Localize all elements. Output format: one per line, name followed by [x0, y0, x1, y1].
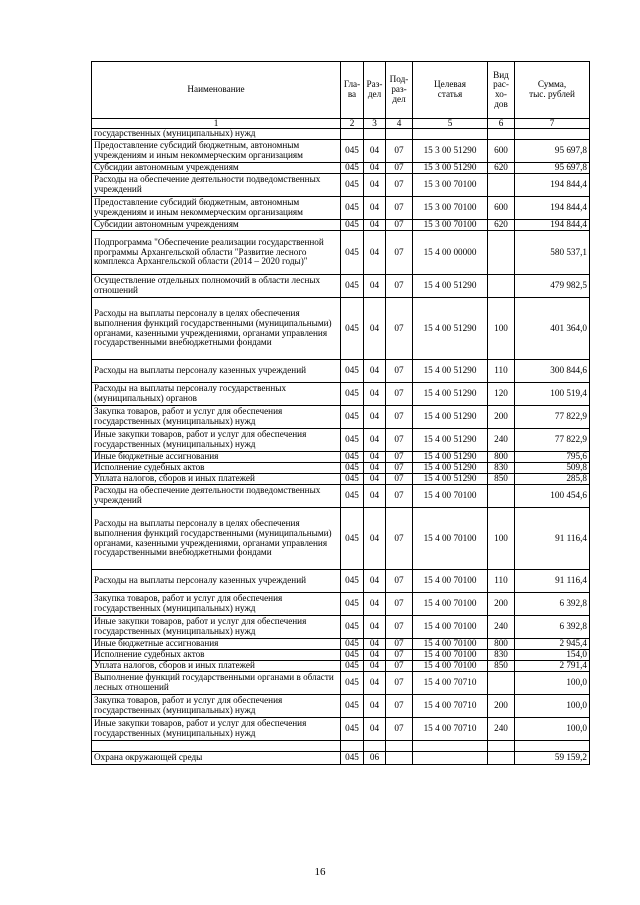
row-name: Субсидии автономным учреждениям — [92, 163, 341, 174]
row-subsection: 07 — [386, 163, 413, 174]
row-expense-type: 620 — [488, 163, 515, 174]
table-row — [92, 429, 590, 452]
row-subsection: 07 — [386, 140, 413, 163]
row-section: 04 — [364, 174, 386, 197]
row-section: 04 — [364, 298, 386, 360]
table-body — [92, 129, 590, 765]
row-expense-type: 620 — [488, 220, 515, 231]
row-expense-type — [488, 129, 515, 140]
row-target-article: 15 4 00 51290 — [413, 360, 488, 383]
row-section: 04 — [364, 275, 386, 298]
row-name: Иные бюджетные ассигнования — [92, 639, 341, 650]
row-name: Исполнение судебных актов — [92, 650, 341, 661]
row-target-article: 15 4 00 70710 — [413, 718, 488, 741]
row-name: Иные закупки товаров, работ и услуг для обеспечения государственных (муниципальных) нужд — [92, 429, 341, 452]
row-chapter: 045 — [341, 406, 364, 429]
row-target-article: 15 4 00 70100 — [413, 639, 488, 650]
row-subsection: 07 — [386, 298, 413, 360]
row-subsection: 07 — [386, 639, 413, 650]
row-expense-type: 600 — [488, 197, 515, 220]
row-name: Закупка товаров, работ и услуг для обеспечения государственных (муниципальных) нужд — [92, 695, 341, 718]
col-header-amount: Сумма, тыс. рублей — [515, 62, 590, 119]
row-subsection: 07 — [386, 672, 413, 695]
row-target-article — [413, 752, 488, 765]
row-target-article: 15 3 00 51290 — [413, 140, 488, 163]
row-chapter: 045 — [341, 360, 364, 383]
row-target-article: 15 4 00 51290 — [413, 463, 488, 474]
row-name: Подпрограмма "Обеспечение реализации государственной программы Архангельской области "Развитие лесного комплекса Архангельской области (2014 – 2020 годы)" — [92, 231, 341, 275]
row-amount: 100,0 — [515, 695, 590, 718]
row-section: 04 — [364, 383, 386, 406]
row-name: Субсидии автономным учреждениям — [92, 220, 341, 231]
table-row — [92, 174, 590, 197]
row-amount: 77 822,9 — [515, 429, 590, 452]
row-target-article: 15 4 00 70710 — [413, 695, 488, 718]
table-row — [92, 163, 590, 174]
row-chapter — [341, 741, 364, 752]
row-name: государственных (муниципальных) нужд — [92, 129, 341, 140]
row-amount: 100 454,6 — [515, 485, 590, 508]
row-amount: 285,8 — [515, 474, 590, 485]
row-chapter: 045 — [341, 197, 364, 220]
row-subsection: 07 — [386, 570, 413, 593]
row-target-article: 15 4 00 70100 — [413, 570, 488, 593]
col-header-name: Наименование — [92, 62, 341, 119]
row-target-article: 15 3 00 70100 — [413, 220, 488, 231]
table-row — [92, 360, 590, 383]
row-expense-type: 800 — [488, 639, 515, 650]
row-chapter: 045 — [341, 752, 364, 765]
row-target-article: 15 4 00 70100 — [413, 616, 488, 639]
row-section: 04 — [364, 485, 386, 508]
table-row — [92, 616, 590, 639]
row-chapter: 045 — [341, 508, 364, 570]
row-subsection: 07 — [386, 485, 413, 508]
row-expense-type: 100 — [488, 298, 515, 360]
row-expense-type — [488, 174, 515, 197]
row-chapter: 045 — [341, 220, 364, 231]
row-section: 04 — [364, 197, 386, 220]
table-row — [92, 452, 590, 463]
row-subsection: 07 — [386, 174, 413, 197]
row-amount: 100,0 — [515, 672, 590, 695]
row-chapter: 045 — [341, 672, 364, 695]
row-expense-type — [488, 275, 515, 298]
row-chapter: 045 — [341, 383, 364, 406]
table-row — [92, 508, 590, 570]
row-target-article: 15 3 00 51290 — [413, 163, 488, 174]
budget-table — [91, 61, 590, 765]
row-section: 04 — [364, 593, 386, 616]
row-amount: 95 697,8 — [515, 140, 590, 163]
table-row — [92, 650, 590, 661]
row-chapter: 045 — [341, 474, 364, 485]
row-section: 04 — [364, 140, 386, 163]
table-row — [92, 383, 590, 406]
row-subsection: 07 — [386, 463, 413, 474]
row-subsection: 07 — [386, 275, 413, 298]
column-number: 4 — [386, 119, 413, 129]
table-row — [92, 752, 590, 765]
row-subsection: 07 — [386, 661, 413, 672]
row-name — [92, 741, 341, 752]
row-section: 06 — [364, 752, 386, 765]
row-section: 04 — [364, 406, 386, 429]
row-subsection: 07 — [386, 508, 413, 570]
row-amount: 2 791,4 — [515, 661, 590, 672]
column-number-row — [92, 119, 590, 129]
row-name: Предоставление субсидий бюджетным, автономным учреждениям и иным некоммерческим организациям — [92, 197, 341, 220]
table-row — [92, 474, 590, 485]
row-expense-type: 850 — [488, 474, 515, 485]
row-section: 04 — [364, 360, 386, 383]
column-number: 7 — [515, 119, 590, 129]
row-amount — [515, 741, 590, 752]
row-expense-type: 200 — [488, 695, 515, 718]
table-row — [92, 718, 590, 741]
row-section: 04 — [364, 672, 386, 695]
row-name: Выполнение функций государственными органами в области лесных отношений — [92, 672, 341, 695]
row-chapter: 045 — [341, 639, 364, 650]
column-number: 2 — [341, 119, 364, 129]
table-row — [92, 741, 590, 752]
row-amount: 194 844,4 — [515, 174, 590, 197]
row-subsection: 07 — [386, 452, 413, 463]
row-amount: 6 392,8 — [515, 616, 590, 639]
row-section: 04 — [364, 718, 386, 741]
row-target-article: 15 4 00 70100 — [413, 485, 488, 508]
table-row — [92, 695, 590, 718]
row-amount: 580 537,1 — [515, 231, 590, 275]
table-row — [92, 463, 590, 474]
row-expense-type: 110 — [488, 570, 515, 593]
row-chapter: 045 — [341, 650, 364, 661]
row-section: 04 — [364, 463, 386, 474]
row-section: 04 — [364, 508, 386, 570]
row-section: 04 — [364, 452, 386, 463]
row-chapter: 045 — [341, 174, 364, 197]
row-amount: 100 519,4 — [515, 383, 590, 406]
row-name: Расходы на выплаты персоналу в целях обеспечения выполнения функций государственными (муниципальными) органами, казенными учреждениями, органами управления государственными внебюджетными фондами — [92, 508, 341, 570]
table-row — [92, 197, 590, 220]
row-subsection: 07 — [386, 220, 413, 231]
row-section: 04 — [364, 220, 386, 231]
row-section: 04 — [364, 474, 386, 485]
row-chapter: 045 — [341, 616, 364, 639]
row-name: Закупка товаров, работ и услуг для обеспечения государственных (муниципальных) нужд — [92, 593, 341, 616]
row-expense-type: 240 — [488, 429, 515, 452]
row-name: Исполнение судебных актов — [92, 463, 341, 474]
row-name: Иные закупки товаров, работ и услуг для обеспечения государственных (муниципальных) нужд — [92, 616, 341, 639]
row-subsection: 07 — [386, 616, 413, 639]
row-amount: 59 159,2 — [515, 752, 590, 765]
row-name: Охрана окружающей среды — [92, 752, 341, 765]
column-number: 6 — [488, 119, 515, 129]
row-target-article — [413, 741, 488, 752]
row-target-article: 15 4 00 70100 — [413, 661, 488, 672]
row-amount: 154,0 — [515, 650, 590, 661]
row-name: Уплата налогов, сборов и иных платежей — [92, 474, 341, 485]
row-target-article: 15 4 00 70100 — [413, 593, 488, 616]
col-header-expense-type: Вид рас- хо- дов — [488, 62, 515, 119]
row-chapter: 045 — [341, 593, 364, 616]
row-expense-type — [488, 231, 515, 275]
row-amount: 300 844,6 — [515, 360, 590, 383]
row-target-article: 15 4 00 51290 — [413, 298, 488, 360]
row-expense-type: 600 — [488, 140, 515, 163]
row-expense-type: 850 — [488, 661, 515, 672]
row-name: Расходы на выплаты персоналу казенных учреждений — [92, 360, 341, 383]
row-subsection: 07 — [386, 718, 413, 741]
table-row — [92, 140, 590, 163]
row-amount: 194 844,4 — [515, 197, 590, 220]
row-amount: 77 822,9 — [515, 406, 590, 429]
row-name: Расходы на выплаты персоналу казенных учреждений — [92, 570, 341, 593]
row-section: 04 — [364, 231, 386, 275]
row-name: Расходы на обеспечение деятельности подведомственных учреждений — [92, 174, 341, 197]
row-target-article — [413, 129, 488, 140]
row-target-article: 15 4 00 70100 — [413, 508, 488, 570]
row-expense-type: 200 — [488, 406, 515, 429]
row-target-article: 15 3 00 70100 — [413, 197, 488, 220]
row-expense-type: 830 — [488, 463, 515, 474]
row-chapter: 045 — [341, 695, 364, 718]
row-amount: 95 697,8 — [515, 163, 590, 174]
row-expense-type: 830 — [488, 650, 515, 661]
row-chapter: 045 — [341, 718, 364, 741]
row-section: 04 — [364, 429, 386, 452]
column-number: 3 — [364, 119, 386, 129]
row-chapter: 045 — [341, 231, 364, 275]
row-target-article: 15 4 00 51290 — [413, 474, 488, 485]
row-expense-type — [488, 741, 515, 752]
row-target-article: 15 4 00 51290 — [413, 275, 488, 298]
row-subsection: 07 — [386, 406, 413, 429]
row-name: Расходы на обеспечение деятельности подведомственных учреждений — [92, 485, 341, 508]
row-chapter — [341, 129, 364, 140]
row-expense-type — [488, 752, 515, 765]
row-subsection: 07 — [386, 383, 413, 406]
row-amount — [515, 129, 590, 140]
row-target-article: 15 4 00 51290 — [413, 452, 488, 463]
row-amount: 194 844,4 — [515, 220, 590, 231]
row-section: 04 — [364, 616, 386, 639]
row-target-article: 15 3 00 70100 — [413, 174, 488, 197]
column-number: 1 — [92, 119, 341, 129]
row-target-article: 15 4 00 70710 — [413, 672, 488, 695]
row-expense-type — [488, 485, 515, 508]
row-amount: 479 982,5 — [515, 275, 590, 298]
col-header-chapter: Гла- ва — [341, 62, 364, 119]
row-amount: 91 116,4 — [515, 508, 590, 570]
table-row — [92, 129, 590, 140]
col-header-target: Целевая статья — [413, 62, 488, 119]
row-name: Иные бюджетные ассигнования — [92, 452, 341, 463]
row-section: 04 — [364, 570, 386, 593]
row-name: Иные закупки товаров, работ и услуг для обеспечения государственных (муниципальных) нужд — [92, 718, 341, 741]
row-chapter: 045 — [341, 275, 364, 298]
row-section — [364, 741, 386, 752]
table-row — [92, 570, 590, 593]
row-subsection: 07 — [386, 650, 413, 661]
row-subsection — [386, 129, 413, 140]
row-amount: 509,8 — [515, 463, 590, 474]
table-row — [92, 231, 590, 275]
row-subsection — [386, 741, 413, 752]
row-subsection: 07 — [386, 360, 413, 383]
table-row — [92, 485, 590, 508]
row-amount: 795,6 — [515, 452, 590, 463]
row-expense-type: 240 — [488, 718, 515, 741]
row-subsection: 07 — [386, 429, 413, 452]
row-section — [364, 129, 386, 140]
row-expense-type: 100 — [488, 508, 515, 570]
row-name: Осуществление отдельных полномочий в области лесных отношений — [92, 275, 341, 298]
row-amount: 401 364,0 — [515, 298, 590, 360]
row-subsection: 07 — [386, 231, 413, 275]
row-section: 04 — [364, 639, 386, 650]
row-subsection: 07 — [386, 197, 413, 220]
row-amount: 100,0 — [515, 718, 590, 741]
row-target-article: 15 4 00 00000 — [413, 231, 488, 275]
row-amount: 6 392,8 — [515, 593, 590, 616]
header-row — [92, 62, 590, 119]
row-name: Закупка товаров, работ и услуг для обеспечения государственных (муниципальных) нужд — [92, 406, 341, 429]
table-row — [92, 593, 590, 616]
row-section: 04 — [364, 163, 386, 174]
row-chapter: 045 — [341, 429, 364, 452]
row-name: Уплата налогов, сборов и иных платежей — [92, 661, 341, 672]
row-target-article: 15 4 00 70100 — [413, 650, 488, 661]
row-subsection: 07 — [386, 593, 413, 616]
row-expense-type: 800 — [488, 452, 515, 463]
row-name: Предоставление субсидий бюджетным, автономным учреждениям и иным некоммерческим организациям — [92, 140, 341, 163]
row-target-article: 15 4 00 51290 — [413, 383, 488, 406]
table-row — [92, 298, 590, 360]
row-amount: 91 116,4 — [515, 570, 590, 593]
table-row — [92, 639, 590, 650]
row-subsection: 07 — [386, 474, 413, 485]
table-row — [92, 406, 590, 429]
row-target-article: 15 4 00 51290 — [413, 406, 488, 429]
row-name: Расходы на выплаты персоналу государственных (муниципальных) органов — [92, 383, 341, 406]
column-number: 5 — [413, 119, 488, 129]
row-expense-type: 110 — [488, 360, 515, 383]
row-chapter: 045 — [341, 163, 364, 174]
row-subsection: 07 — [386, 695, 413, 718]
row-chapter: 045 — [341, 452, 364, 463]
row-expense-type: 120 — [488, 383, 515, 406]
row-section: 04 — [364, 650, 386, 661]
row-name: Расходы на выплаты персоналу в целях обеспечения выполнения функций государственными (муниципальными) органами, казенными учреждениями, органами управления государственными внебюджетными фондами — [92, 298, 341, 360]
row-target-article: 15 4 00 51290 — [413, 429, 488, 452]
row-amount: 2 945,4 — [515, 639, 590, 650]
row-expense-type: 240 — [488, 616, 515, 639]
table-row — [92, 220, 590, 231]
page-number: 16 — [314, 866, 326, 878]
row-chapter: 045 — [341, 298, 364, 360]
table-row — [92, 275, 590, 298]
row-chapter: 045 — [341, 140, 364, 163]
row-subsection — [386, 752, 413, 765]
row-expense-type: 200 — [488, 593, 515, 616]
table-row — [92, 672, 590, 695]
row-chapter: 045 — [341, 485, 364, 508]
row-section: 04 — [364, 661, 386, 672]
col-header-section: Раз- дел — [364, 62, 386, 119]
col-header-subsection: Под- раз- дел — [386, 62, 413, 119]
row-expense-type — [488, 672, 515, 695]
row-chapter: 045 — [341, 570, 364, 593]
row-chapter: 045 — [341, 463, 364, 474]
row-chapter: 045 — [341, 661, 364, 672]
table-row — [92, 661, 590, 672]
row-section: 04 — [364, 695, 386, 718]
